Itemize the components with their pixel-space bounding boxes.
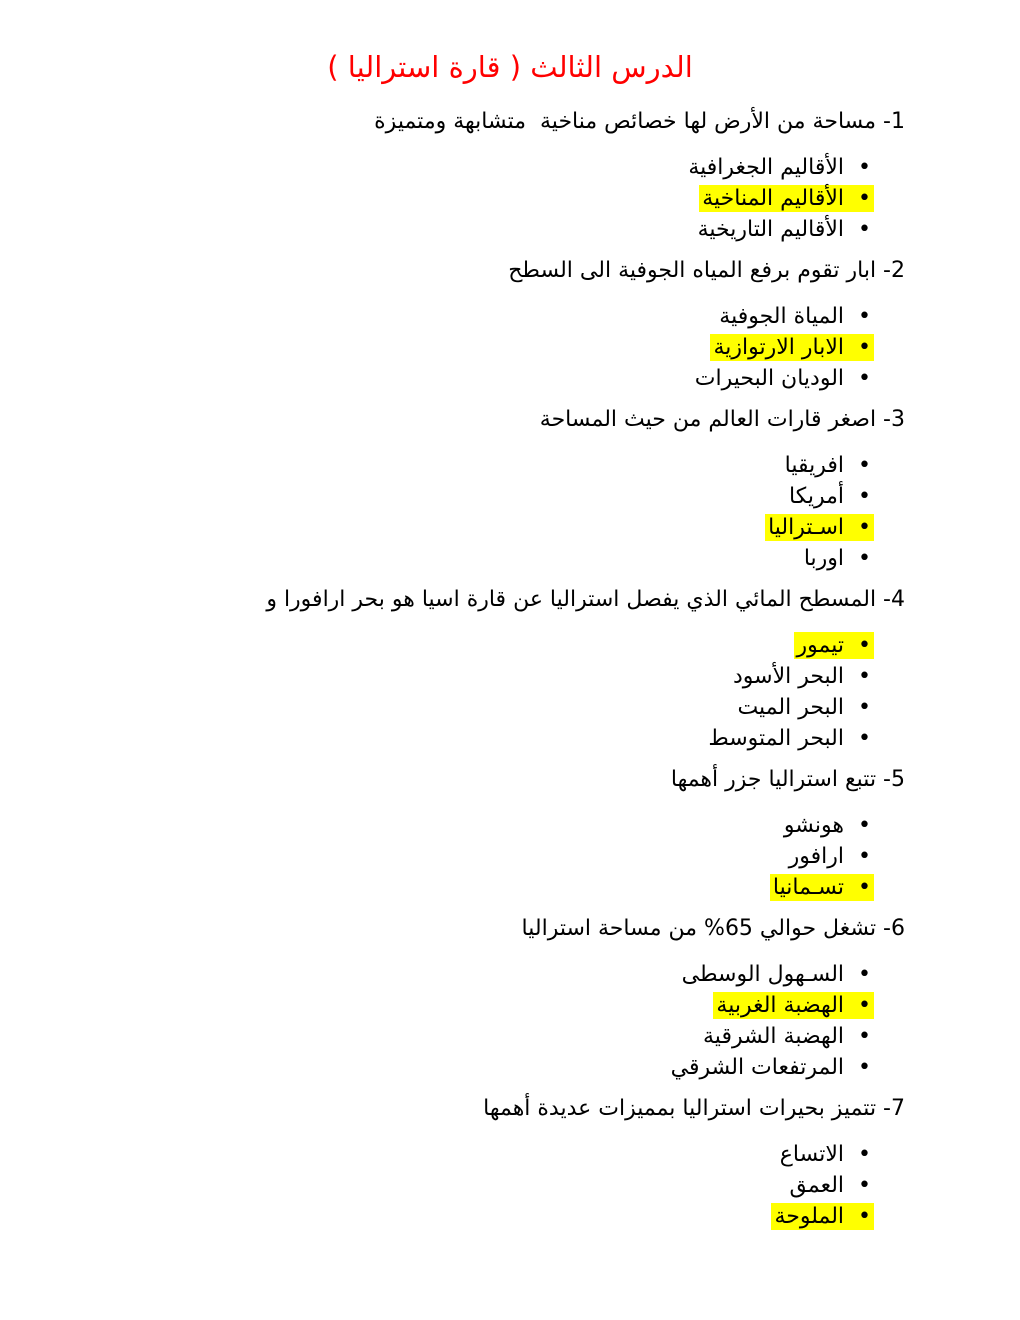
- option-label: المرتفعات الشرقي: [670, 1055, 845, 1080]
- option-item: [0, 450, 874, 481]
- option-label: المياة الجوفية: [719, 304, 845, 329]
- option-content: [786, 843, 874, 870]
- option-content-highlighted: [770, 874, 874, 901]
- option-item: [0, 152, 874, 183]
- option-content: [695, 216, 874, 243]
- option-label: اسـتراليا: [768, 515, 845, 540]
- option-label: ارافور: [788, 844, 845, 869]
- bullet-icon: •: [858, 515, 871, 540]
- option-item: [0, 959, 874, 990]
- option-item: [0, 1170, 874, 1201]
- option-label: هونشو: [783, 813, 845, 838]
- option-item: [0, 1139, 874, 1170]
- question-text: 4- المسطح المائي الذي يفصل استراليا عن قارة اسيا هو بحر ارافورا و: [266, 587, 905, 612]
- bullet-icon: •: [858, 962, 871, 987]
- option-content-highlighted: [699, 185, 874, 212]
- bullet-icon: •: [858, 695, 871, 720]
- option-item: [0, 692, 874, 723]
- options-list: [0, 301, 874, 394]
- question-block: [0, 584, 1020, 754]
- bullet-icon: •: [858, 813, 871, 838]
- option-content: [679, 961, 874, 988]
- option-item: [0, 841, 874, 872]
- options-list: [0, 1139, 874, 1232]
- option-label: اوربا: [803, 546, 845, 571]
- option-item: [0, 512, 874, 543]
- bullet-icon: •: [858, 484, 871, 509]
- bullet-icon: •: [858, 633, 871, 658]
- option-label: تسـمانيا: [772, 875, 845, 900]
- option-content: [787, 1172, 874, 1199]
- option-label: البحر الميت: [737, 695, 845, 720]
- option-content: [700, 1023, 874, 1050]
- option-content: [781, 812, 874, 839]
- bullet-icon: •: [858, 186, 871, 211]
- option-label: أمريكا: [789, 484, 845, 509]
- option-label: الاتساع: [779, 1142, 845, 1167]
- option-content: [716, 303, 874, 330]
- options-list: [0, 152, 874, 245]
- option-label: الأقاليم التاريخية: [697, 217, 845, 242]
- bullet-icon: •: [858, 844, 871, 869]
- option-label: الأقاليم المناخية: [702, 186, 845, 211]
- option-item: [0, 1021, 874, 1052]
- option-item: [0, 183, 874, 214]
- option-item: [0, 543, 874, 574]
- option-item: [0, 1052, 874, 1083]
- question-block: [0, 913, 1020, 1083]
- question-block: [0, 1093, 1020, 1232]
- option-label: البحر المتوسط: [708, 726, 845, 751]
- bullet-icon: •: [858, 217, 871, 242]
- bullet-icon: •: [858, 155, 871, 180]
- option-label: الأقاليم الجغرافية: [688, 155, 845, 180]
- bullet-icon: •: [858, 366, 871, 391]
- option-content-highlighted: [713, 992, 874, 1019]
- option-label: البحر الأسود: [732, 664, 845, 689]
- option-content: [685, 154, 874, 181]
- bullet-icon: •: [858, 1173, 871, 1198]
- option-item: [0, 481, 874, 512]
- option-content: [668, 1054, 874, 1081]
- option-item: [0, 723, 874, 754]
- option-content: [705, 725, 874, 752]
- option-content-highlighted: [771, 1203, 874, 1230]
- option-item: [0, 630, 874, 661]
- option-content-highlighted: [794, 632, 874, 659]
- option-item: [0, 301, 874, 332]
- option-content: [786, 483, 874, 510]
- bullet-icon: •: [858, 664, 871, 689]
- option-content-highlighted: [710, 334, 874, 361]
- options-list: [0, 630, 874, 754]
- question-text: 7- تتميز بحيرات استراليا بمميزات عديدة أهمها: [483, 1096, 905, 1121]
- option-label: الملوحة: [774, 1204, 845, 1229]
- bullet-icon: •: [858, 1024, 871, 1049]
- option-content: [801, 545, 874, 572]
- question-text: 6- تشغل حوالي 65% من مساحة استراليا: [521, 916, 905, 941]
- option-content: [782, 452, 874, 479]
- bullet-icon: •: [858, 546, 871, 571]
- question-text: 1- مساحة من الأرض لها خصائص مناخية متشابهة ومتميزة: [374, 109, 905, 134]
- question-block: [0, 255, 1020, 394]
- question-text: 2- ابار تقوم برفع المياه الجوفية الى السطح: [508, 258, 905, 283]
- option-item: [0, 810, 874, 841]
- option-label: الهضبة الغربية: [716, 993, 845, 1018]
- option-content: [777, 1141, 874, 1168]
- option-label: افريقيا: [784, 453, 845, 478]
- option-label: السـهول الوسطى: [681, 962, 845, 987]
- option-content-highlighted: [765, 514, 874, 541]
- bullet-icon: •: [858, 993, 871, 1018]
- bullet-icon: •: [858, 335, 871, 360]
- question-text: 3- اصغر قارات العالم من حيث المساحة: [539, 407, 905, 432]
- option-item: [0, 872, 874, 903]
- option-content: [692, 365, 874, 392]
- option-item: [0, 661, 874, 692]
- option-item: [0, 214, 874, 245]
- option-label: الابار الارتوازية: [713, 335, 845, 360]
- option-label: العمق: [789, 1173, 845, 1198]
- option-item: [0, 332, 874, 363]
- option-content: [734, 694, 874, 721]
- option-item: [0, 1201, 874, 1232]
- question-block: [0, 764, 1020, 903]
- option-item: [0, 990, 874, 1021]
- question-text: 5- تتبع استراليا جزر أهمها: [670, 767, 905, 792]
- options-list: [0, 810, 874, 903]
- questions-container: [0, 106, 1020, 1232]
- question-block: [0, 404, 1020, 574]
- options-list: [0, 959, 874, 1083]
- bullet-icon: •: [858, 304, 871, 329]
- bullet-icon: •: [858, 1142, 871, 1167]
- option-label: الهضبة الشرقية: [703, 1024, 845, 1049]
- option-label: الوديان البحيرات: [694, 366, 845, 391]
- option-item: [0, 363, 874, 394]
- option-label: تيمور: [796, 633, 845, 658]
- lesson-title: الدرس الثالث ( قارة استراليا ): [327, 50, 693, 84]
- bullet-icon: •: [858, 875, 871, 900]
- question-block: [0, 106, 1020, 245]
- bullet-icon: •: [858, 453, 871, 478]
- bullet-icon: •: [858, 1055, 871, 1080]
- bullet-icon: •: [858, 726, 871, 751]
- option-content: [730, 663, 874, 690]
- bullet-icon: •: [858, 1204, 871, 1229]
- options-list: [0, 450, 874, 574]
